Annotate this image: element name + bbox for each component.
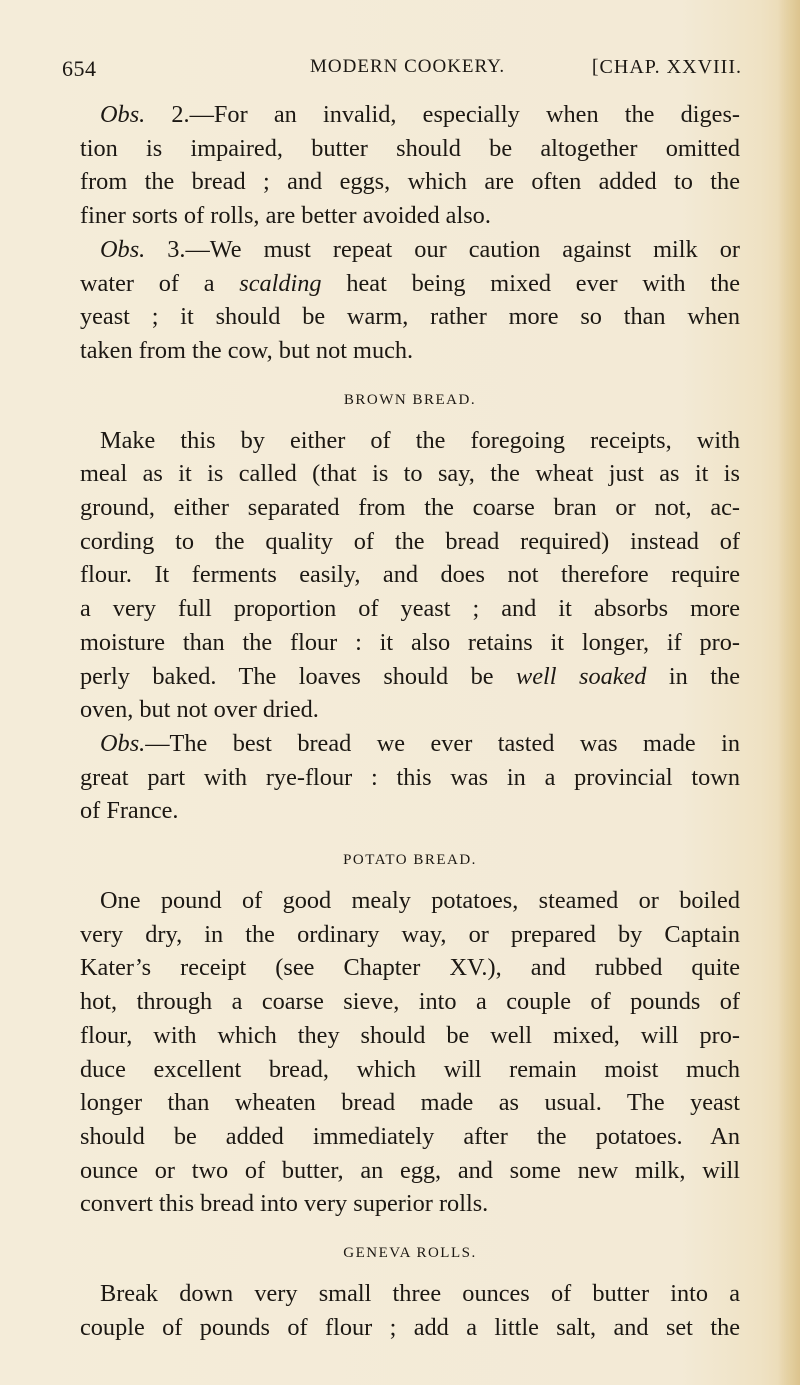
obs-label: Obs. <box>100 101 146 128</box>
brown-bread-obs-paragraph: Obs.—The best bread we ever tasted was made in great part with rye-flour : this was in a provincial town of France. <box>80 729 740 825</box>
page-edge-shading <box>778 0 800 1385</box>
brown-bread-paragraph: Make this by either of the foregoing receipts, with meal as it is called (that is to say, the wheat just as it is ground, either separated from the coarse bran or not, ac- cording to the quality of the bread required) instead of flour. It ferments easily, and does not therefore require a very full proportion of yeast ; and it absorbs more moisture than the flour : it also retains it longer, if pro- perly baked. The loaves should be well soaked in the oven, but not over dried. <box>80 426 740 724</box>
obs-label: Obs. <box>100 235 146 263</box>
page-number: 654 <box>62 56 97 81</box>
running-header <box>62 56 742 90</box>
section-heading-brown-bread: BROWN BREAD. <box>343 391 477 408</box>
geneva-rolls-paragraph: Break down very small three ounces of butter into a couple of pounds of flour ; add a little salt, and set the <box>80 1280 740 1341</box>
section-heading-potato-bread: POTATO BREAD. <box>343 852 477 869</box>
obs-label: Obs. <box>100 729 146 757</box>
chapter-label: [CHAP. XXVIII. <box>591 56 742 78</box>
page-body <box>80 90 740 1345</box>
potato-bread-paragraph: One pound of good mealy potatoes, steamed or boiled very dry, in the ordinary way, or prepared by Captain Kater’s receipt (see Chapter XV.), and rubbed quite hot, through a coarse sieve, into a couple of pounds of flour, with which they should be well mixed, will pro- duce excellent bread, which will remain moist much longer than wheaten bread made as usual. The yeast should be added immediately after the potatoes. An ounce or two of butter, an egg, and some new milk, will convert this bread into very superior rolls. <box>80 887 740 1218</box>
running-title: MODERN COOKERY. <box>310 56 506 77</box>
section-heading-geneva-rolls: GENEVA ROLLS. <box>343 1245 477 1262</box>
obs-3-paragraph: Obs. 3.—We must repeat our caution against milk or water of a scalding heat being mixed ever with the yeast ; it should be warm, rather more so than when taken from the cow, but not much. <box>80 235 740 364</box>
obs-2-paragraph: Obs. 2.—For an invalid, especially when the diges- tion is impaired, butter should be altogether omitted from the bread ; and eggs, which are often added to the finer sorts of rolls, are better avoided also. <box>80 101 740 230</box>
